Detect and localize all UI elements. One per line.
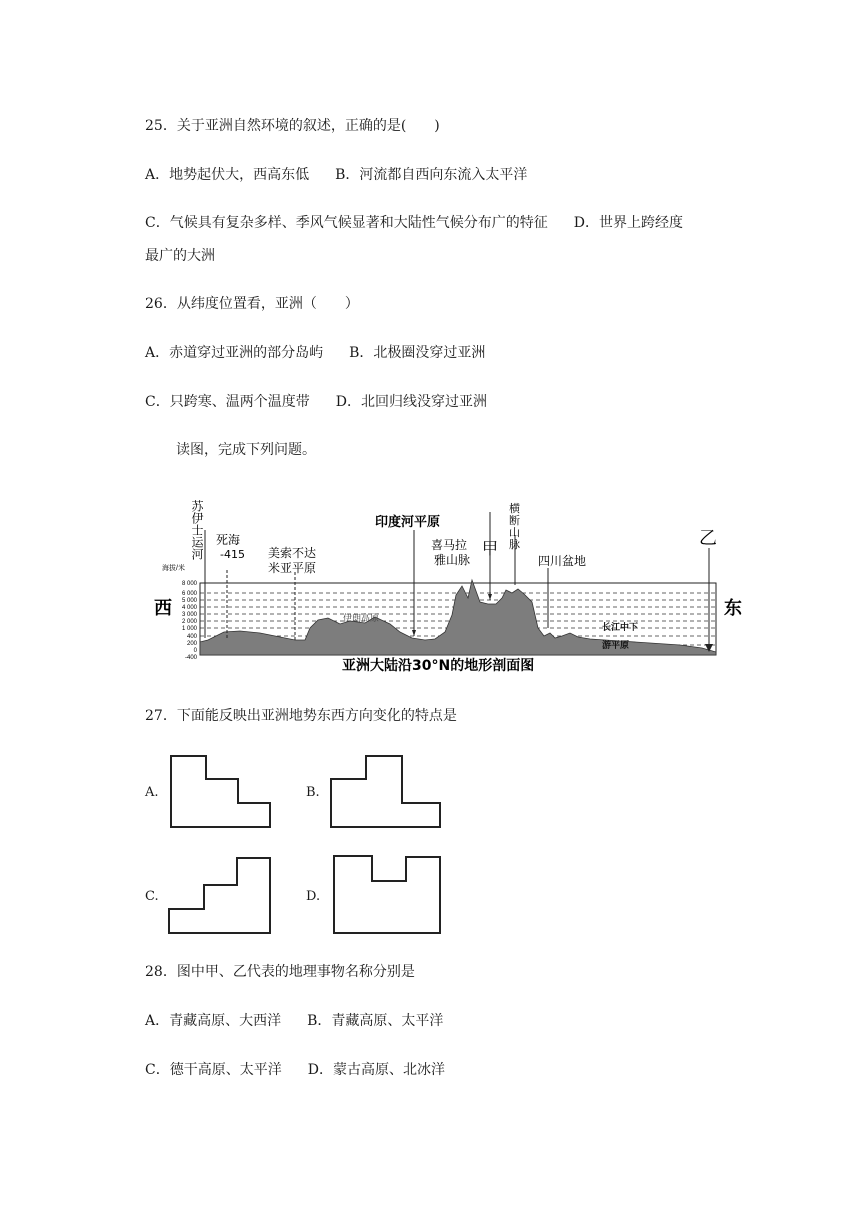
q27-option-b-label: B. xyxy=(306,785,320,800)
suez-canal-label: 苏伊士运河 xyxy=(190,500,204,560)
y-tick: 5 000 xyxy=(181,598,197,604)
hengduan-label-1: 横 xyxy=(509,502,520,515)
yangtze-plain-label-line1: 长江中下 xyxy=(602,622,639,632)
y-tick: 6 000 xyxy=(181,591,197,597)
q25-option-c: C．气候具有复杂多样、季风气候显著和大陆性气候分布广的特征 xyxy=(145,215,548,231)
mesopotamia-label-line1: 美索不达 xyxy=(268,546,317,560)
y-tick: 1 000 xyxy=(181,626,197,632)
q26-stem: 26．从纬度位置看，亚洲（ ） xyxy=(145,296,359,312)
q27-option-c-label: C. xyxy=(145,889,159,904)
himalaya-label-line2: 雅山脉 xyxy=(434,553,471,567)
q28-option-d: D．蒙古高原、北冰洋 xyxy=(307,1062,445,1078)
y-tick: 0 xyxy=(193,648,197,654)
figure-caption: 亚洲大陆沿30°N的地形剖面图 xyxy=(342,658,535,674)
q27-option-d-shape xyxy=(332,855,444,937)
yangtze-plain-label-line2: 游平原 xyxy=(602,640,630,650)
q25-option-d-continued: 最广的大洲 xyxy=(145,248,215,264)
q25-option-a: A．地势起伏大，西高东低 xyxy=(145,167,310,183)
y-tick: 4 000 xyxy=(181,605,197,611)
jia-arrow xyxy=(488,594,492,600)
y-tick: 3 000 xyxy=(181,612,197,618)
indus-arrow xyxy=(412,630,416,636)
sichuan-basin-label: 四川盆地 xyxy=(538,554,587,568)
east-label: 东 xyxy=(724,598,742,619)
y-tick: 2 000 xyxy=(181,619,197,625)
y-tick: -400 xyxy=(184,655,197,661)
q28-option-c: C．德干高原、太平洋 xyxy=(145,1062,282,1078)
yi-label: 乙 xyxy=(699,528,717,549)
q25-stem: 25．关于亚洲自然环境的叙述，正确的是( ) xyxy=(145,118,440,134)
q28-option-a: A．青藏高原、大西洋 xyxy=(145,1013,282,1029)
terrain-profile-shape xyxy=(200,580,716,655)
q27-option-d-label: D. xyxy=(306,889,321,904)
q26-option-b: B．北极圈没穿过亚洲 xyxy=(349,345,486,361)
terrain-profile-figure xyxy=(150,490,750,680)
q26-option-c: C．只跨寒、温两个温度带 xyxy=(145,394,310,410)
q28-option-b: B．青藏高原、太平洋 xyxy=(307,1013,444,1029)
y-tick: 8 000 xyxy=(181,581,197,587)
q26-options-cd xyxy=(145,392,487,412)
indus-plain-label: 印度河平原 xyxy=(375,515,441,530)
q27-stem: 27．下面能反映出亚洲地势东西方向变化的特点是 xyxy=(145,708,457,724)
iran-plateau-label: 伊朗高原 xyxy=(343,613,380,623)
hengduan-label-4: 脉 xyxy=(509,538,520,551)
jia-label: 甲 xyxy=(482,539,499,558)
q26-option-d: D．北回归线没穿过亚洲 xyxy=(335,394,487,410)
y-tick: 200 xyxy=(186,641,197,647)
q28-options-ab xyxy=(145,1011,443,1031)
west-label: 西 xyxy=(154,598,172,619)
q25-options-cd xyxy=(145,213,683,233)
dead-sea-value: -415 xyxy=(220,548,245,561)
q26-option-a: A．赤道穿过亚洲的部分岛屿 xyxy=(145,345,324,361)
mesopotamia-label-line2: 米亚平原 xyxy=(268,561,317,575)
q25-option-b: B．河流都自西向东流入太平洋 xyxy=(335,167,528,183)
himalaya-label-line1: 喜马拉 xyxy=(431,538,468,552)
q28-options-cd xyxy=(145,1060,445,1080)
q27-option-a-label: A. xyxy=(145,785,159,800)
q25-option-d: D．世界上跨经度 xyxy=(573,215,683,231)
q27-option-c-shape xyxy=(168,857,274,937)
reading-intro: 读图，完成下列问题。 xyxy=(176,442,316,458)
q26-options-ab xyxy=(145,343,485,363)
q25-options-ab xyxy=(145,165,527,185)
hengduan-label-2: 断 xyxy=(509,514,520,527)
dead-sea-label: 死海 xyxy=(216,533,241,547)
y-tick: 400 xyxy=(186,634,197,640)
y-axis-label: 海拔/米 xyxy=(162,565,185,572)
hengduan-label-3: 山 xyxy=(509,526,520,539)
q27-option-a-shape xyxy=(170,755,274,831)
q28-stem: 28．图中甲、乙代表的地理事物名称分别是 xyxy=(145,964,415,980)
q27-option-b-shape xyxy=(330,755,444,831)
y-axis-ticks xyxy=(182,581,198,661)
